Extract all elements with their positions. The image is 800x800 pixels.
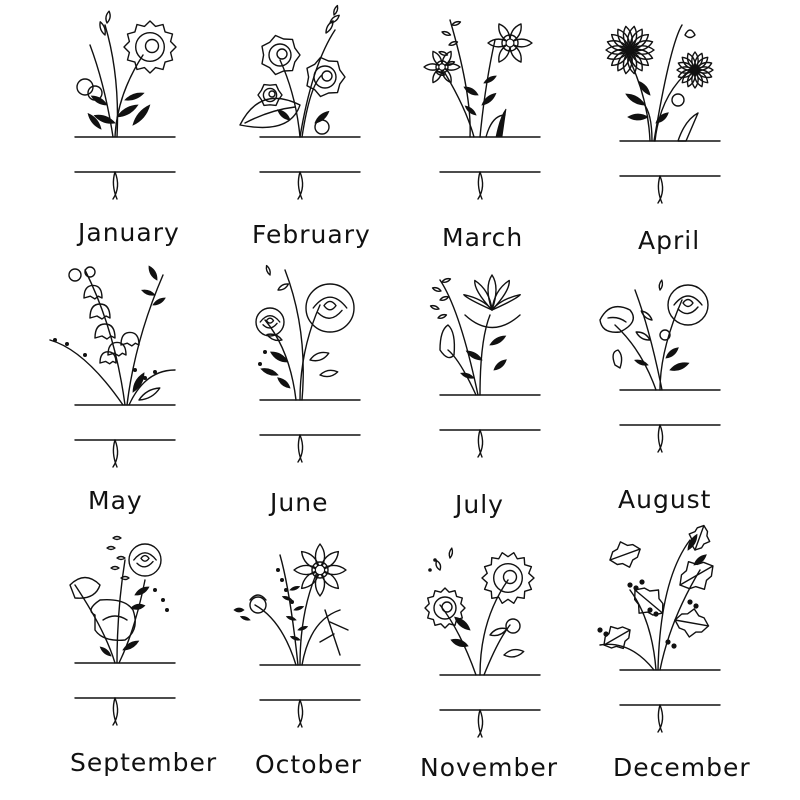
month-cell-february xyxy=(230,5,410,255)
month-cell-april xyxy=(590,5,770,255)
month-label: July xyxy=(455,490,504,519)
month-label: February xyxy=(252,220,371,249)
holly-icon xyxy=(590,530,770,750)
month-label: November xyxy=(420,753,559,782)
month-label: August xyxy=(618,485,712,514)
month-label: December xyxy=(613,753,751,782)
month-cell-october xyxy=(230,530,410,780)
month-label: October xyxy=(255,750,363,779)
month-cell-august xyxy=(590,260,770,514)
month-label: January xyxy=(78,218,180,247)
daisy-icon xyxy=(590,5,770,225)
month-label: June xyxy=(270,488,329,517)
month-cell-july xyxy=(410,260,590,510)
morning-glory-icon xyxy=(45,530,225,750)
month-label: May xyxy=(88,486,143,515)
cosmos-icon xyxy=(230,530,410,750)
month-cell-may xyxy=(45,260,225,510)
carnation-icon xyxy=(45,5,225,225)
month-cell-december xyxy=(590,530,770,780)
month-cell-november xyxy=(410,530,590,780)
month-cell-march xyxy=(410,5,590,255)
month-cell-september xyxy=(45,530,225,780)
poppy-icon xyxy=(590,260,770,480)
violet-icon xyxy=(230,5,410,225)
water-lily-icon xyxy=(410,260,590,480)
daffodil-icon xyxy=(410,5,590,225)
lily-of-the-valley-icon xyxy=(45,260,225,480)
month-label: April xyxy=(638,226,701,255)
chrysanthemum-icon xyxy=(410,530,590,750)
month-cell-june xyxy=(230,260,410,510)
month-label: September xyxy=(70,748,218,777)
month-label: March xyxy=(442,223,524,252)
rose-icon xyxy=(230,260,410,480)
